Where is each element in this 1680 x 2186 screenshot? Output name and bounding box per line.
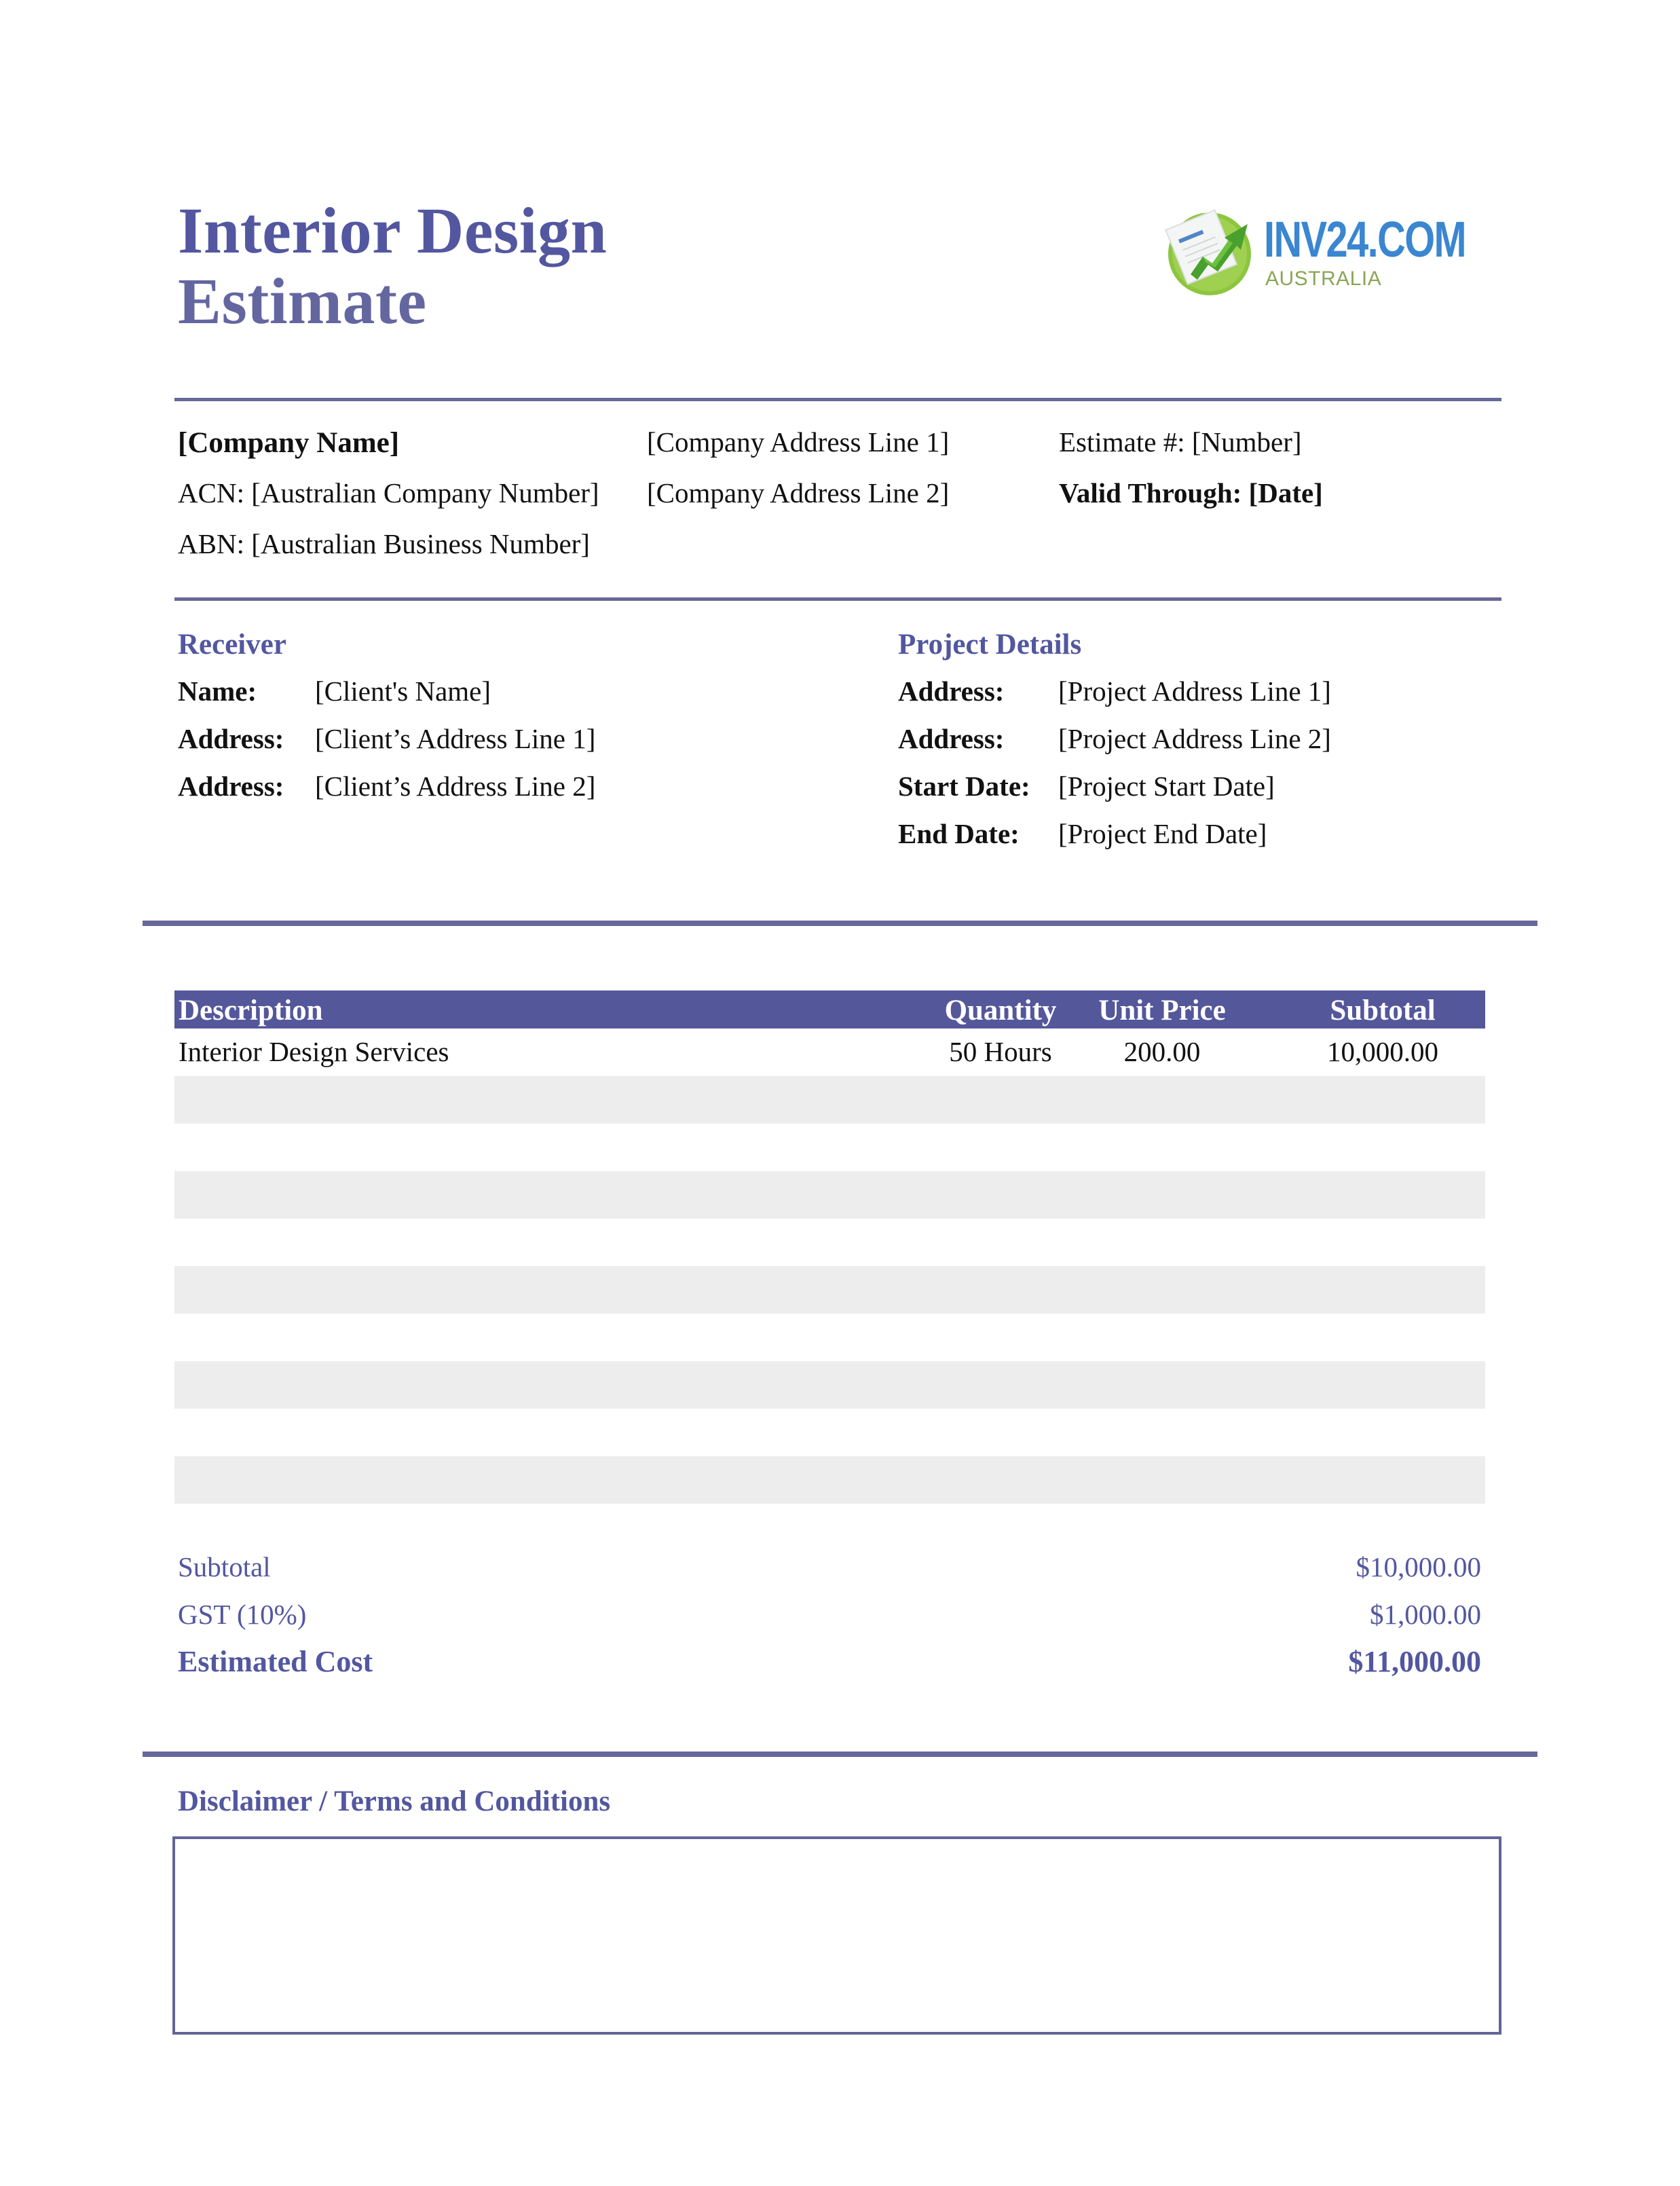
table-row [174, 1504, 1485, 1551]
field-value: [Project Address Line 1] [1058, 675, 1331, 707]
table-row [174, 1361, 1485, 1409]
receiver-heading: Receiver [178, 629, 286, 661]
field-label: Address: [898, 675, 1005, 707]
table-row [174, 1409, 1485, 1456]
divider [174, 398, 1501, 401]
cell-quantity: 50 Hours [949, 1036, 1052, 1067]
column-header-quantity: Quantity [944, 995, 1057, 1026]
column-header-subtotal: Subtotal [1330, 995, 1436, 1026]
field-value: [Project End Date] [1058, 818, 1267, 849]
field-label: Address: [178, 723, 284, 754]
field-value: [Client’s Address Line 2] [315, 771, 596, 802]
column-header-unit-price: Unit Price [1098, 995, 1226, 1026]
line-items-table [174, 990, 1485, 1551]
table-row [174, 1219, 1485, 1266]
table-row [174, 1314, 1485, 1361]
gst-value: $1,000.00 [1370, 1599, 1481, 1630]
company-address-line2: [Company Address Line 2] [647, 477, 950, 508]
section-divider [143, 921, 1537, 926]
logo-region-text: AUSTRALIA [1265, 267, 1382, 290]
section-divider [143, 1752, 1537, 1757]
table-row [174, 1076, 1485, 1124]
estimated-cost-value: $11,000.00 [1348, 1645, 1481, 1678]
disclaimer-heading: Disclaimer / Terms and Conditions [178, 1785, 611, 1817]
company-name: [Company Name] [178, 427, 400, 459]
company-acn: ACN: [Australian Company Number] [178, 477, 599, 508]
table-row [174, 1029, 1485, 1076]
document-title-line1: Interior Design [178, 194, 608, 267]
field-label: Start Date: [898, 771, 1030, 802]
field-label: Address: [898, 723, 1005, 754]
field-value: [Client's Name] [315, 675, 491, 707]
valid-through: Valid Through: [Date] [1059, 477, 1323, 508]
table-row [174, 1171, 1485, 1219]
estimate-number: Estimate #: [Number] [1059, 426, 1302, 458]
disclaimer-text-box[interactable] [172, 1836, 1501, 2035]
field-label: End Date: [898, 818, 1020, 849]
field-label: Address: [178, 771, 284, 802]
document-title-line2: Estimate [178, 265, 427, 337]
table-row [174, 1124, 1485, 1171]
gst-label: GST (10%) [178, 1599, 307, 1630]
divider [174, 597, 1501, 601]
field-label: Name: [178, 675, 257, 707]
logo-brand-text: INV24.COM [1264, 211, 1466, 267]
subtotal-value: $10,000.00 [1356, 1551, 1481, 1582]
company-abn: ABN: [Australian Business Number] [178, 528, 590, 559]
field-value: [Project Start Date] [1058, 771, 1275, 802]
table-header [174, 990, 1485, 1029]
cell-subtotal: 10,000.00 [1327, 1036, 1438, 1067]
subtotal-label: Subtotal [178, 1551, 271, 1582]
brand-logo [1162, 198, 1466, 300]
cell-unit-price: 200.00 [1123, 1036, 1201, 1067]
project-details-heading: Project Details [898, 629, 1082, 661]
table-row [174, 1266, 1485, 1314]
cell-description: Interior Design Services [179, 1036, 449, 1067]
estimated-cost-label: Estimated Cost [178, 1645, 373, 1678]
column-header-description: Description [179, 995, 323, 1026]
invoice-growth-arrow-icon [1162, 198, 1264, 300]
field-value: [Client’s Address Line 1] [315, 723, 596, 754]
company-address-line1: [Company Address Line 1] [647, 426, 950, 458]
table-row [174, 1456, 1485, 1504]
field-value: [Project Address Line 2] [1058, 723, 1331, 754]
